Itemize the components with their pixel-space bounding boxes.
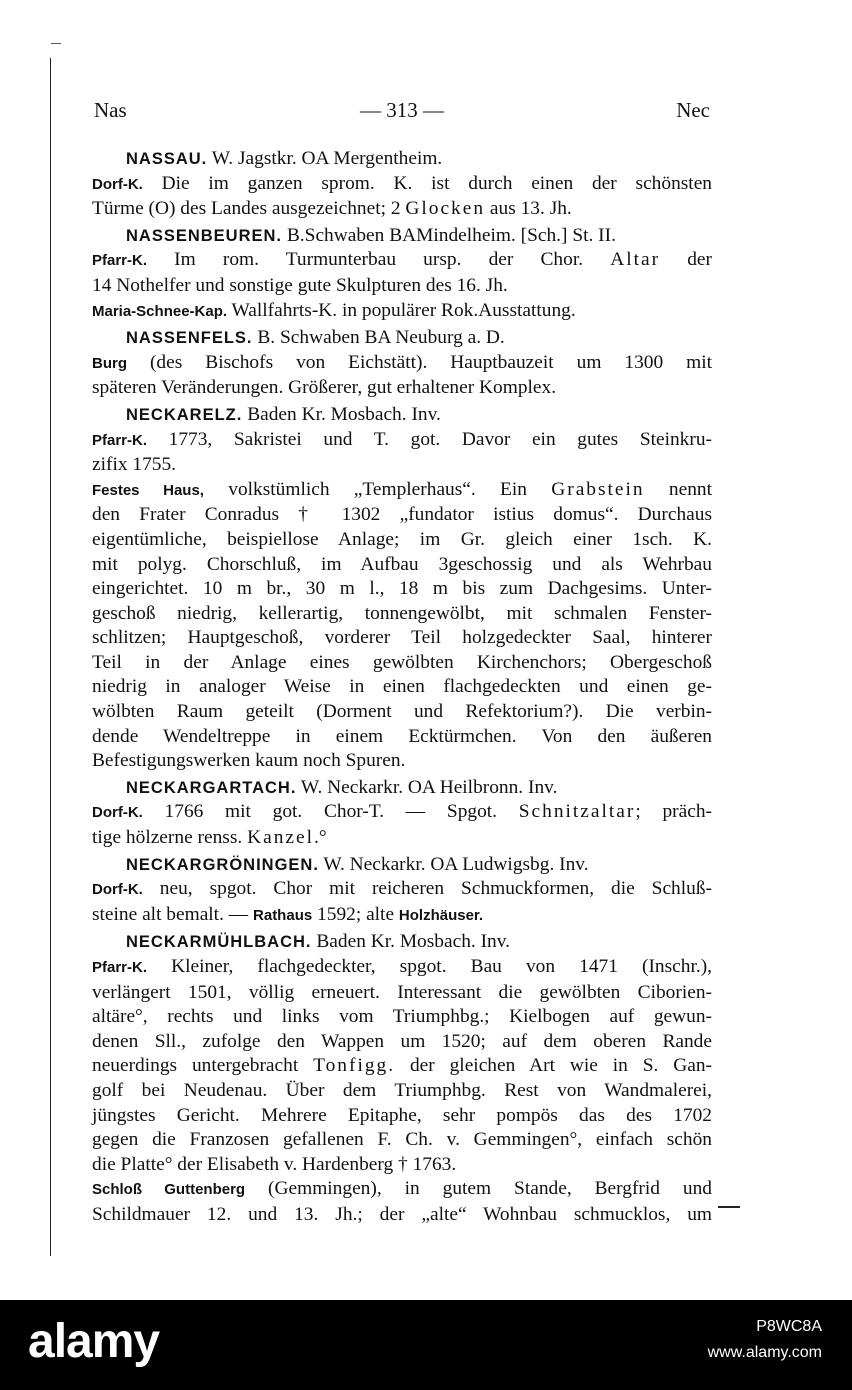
body-text: jüngstes Gericht. Mehrere Epitaphe, sehr pompös das des 1702 xyxy=(92,1104,712,1126)
place-name: NECKARMÜHLBACH. xyxy=(126,933,312,952)
building-label: Burg xyxy=(92,354,127,372)
text-line xyxy=(92,749,712,774)
gazetteer-entry xyxy=(92,930,712,1227)
entry-heading xyxy=(92,930,712,955)
text-line xyxy=(92,553,712,578)
place-location: Baden Kr. Mosbach. Inv. xyxy=(311,931,511,953)
text-line xyxy=(92,197,712,222)
page-number: — 313 — xyxy=(360,98,444,122)
building-label: Dorf-K. xyxy=(92,881,143,899)
header-left-catchword: Nas xyxy=(94,98,127,122)
body-text: 14 Nothelfer und sonstige gute Skulpturen des 16. Jh. xyxy=(92,274,508,296)
gazetteer-entry xyxy=(92,326,712,401)
spaced-term: Altar xyxy=(610,249,661,271)
entry-heading xyxy=(92,224,712,249)
margin-rule xyxy=(50,58,51,1256)
gazetteer-entry xyxy=(92,224,712,324)
place-name: NASSENFELS. xyxy=(126,329,253,348)
gazetteer-entry xyxy=(92,776,712,851)
entry-heading xyxy=(92,326,712,351)
building-label: Maria-Schnee-Kap. xyxy=(92,302,228,320)
body-text: dende Wendeltreppe in einem Ecktürmchen. Von den äußeren xyxy=(92,725,712,747)
body-text: Befestigungswerken kaum noch Spuren. xyxy=(92,750,406,772)
spaced-term: Schnitzaltar xyxy=(518,801,636,823)
margin-mark xyxy=(718,1206,740,1208)
text-line xyxy=(92,453,712,478)
text-line xyxy=(92,1030,712,1055)
text-line xyxy=(92,877,712,903)
building-label: Dorf-K. xyxy=(92,804,143,822)
spaced-term: Glocken xyxy=(405,198,486,220)
body-text: Wallfahrts-K. in populärer Rok.Ausstattung. xyxy=(227,299,576,321)
text-line xyxy=(92,725,712,750)
body-text: 1592; alte xyxy=(312,903,399,925)
body-text: .° xyxy=(313,827,327,849)
margin-tick xyxy=(51,43,61,44)
place-location: Baden Kr. Mosbach. Inv. xyxy=(242,403,441,425)
entry-heading xyxy=(92,853,712,878)
alamy-logo: alamy xyxy=(28,1315,160,1368)
text-line xyxy=(92,651,712,676)
building-label: Festes Haus, xyxy=(92,481,204,499)
body-text: schlitzen; Hauptgeschoß, vorderer Teil holzgedeckter Saal, hinterer xyxy=(92,627,712,649)
spaced-term: Tonfigg. xyxy=(313,1055,396,1077)
text-line xyxy=(92,248,712,274)
text-line xyxy=(92,503,712,528)
body-text: der gleichen Art wie in S. Gan- xyxy=(395,1055,712,1077)
body-text: neuerdings untergebracht xyxy=(92,1055,314,1077)
gazetteer-entry xyxy=(92,853,712,929)
text-line xyxy=(92,299,712,325)
place-name: NECKARELZ. xyxy=(126,405,243,424)
place-name: NECKARGRÖNINGEN. xyxy=(126,855,319,874)
body-text: verlängert 1501, völlig erneuert. Interessant die gewölbten Ciborien- xyxy=(92,981,712,1003)
text-line xyxy=(92,1128,712,1153)
text-line xyxy=(92,602,712,627)
gazetteer-entry xyxy=(92,403,712,774)
body-text: eingerichtet. 10 m br., 30 m l., 18 m bis zum Dachgesims. Unter- xyxy=(92,578,712,600)
gazetteer-entry xyxy=(92,147,712,222)
place-name: NECKARGARTACH. xyxy=(126,778,297,797)
body-text: Teil in der Anlage eines gewölbten Kirchenchors; Obergeschoß xyxy=(92,651,712,673)
text-line xyxy=(92,274,712,299)
place-location: W. Neckarkr. OA Heilbronn. Inv. xyxy=(296,776,558,798)
building-label: Schloß Guttenberg xyxy=(92,1181,246,1199)
place-location: B.Schwaben BAMindelheim. [Sch.] St. II. xyxy=(282,224,616,246)
header-right-catchword: Nec xyxy=(676,98,710,122)
watermark-url: www.alamy.com xyxy=(707,1344,822,1361)
gazetteer-text xyxy=(92,147,712,1228)
place-location: W. Jagstkr. OA Mergentheim. xyxy=(207,148,443,169)
text-line xyxy=(92,626,712,651)
body-text: denen Sll., zufolge den Wappen um 1520; auf dem oberen Rande xyxy=(92,1030,712,1052)
body-text: zifix 1755. xyxy=(92,454,177,476)
body-text: Kleiner, flachgedeckter, spgot. Bau von 1471 (Inschr.), xyxy=(147,956,712,977)
text-line xyxy=(92,1054,712,1079)
entry-heading xyxy=(92,403,712,428)
text-line xyxy=(92,478,712,504)
body-text: tige hölzerne renss. xyxy=(92,827,248,849)
place-location: B. Schwaben BA Neuburg a. D. xyxy=(252,327,505,349)
text-line xyxy=(92,800,712,826)
body-text: ; präch- xyxy=(635,801,712,823)
body-text: (Gemmingen), in gutem Stande, Bergfrid und xyxy=(245,1178,712,1200)
body-text: eigentümliche, beispiellose Anlage; im Gr. gleich einer 1sch. K. xyxy=(92,528,712,550)
body-text: der xyxy=(660,249,712,271)
building-label: Pfarr-K. xyxy=(92,252,148,270)
text-line xyxy=(92,1203,712,1228)
text-line xyxy=(92,700,712,725)
body-text: golf bei Neudenau. Über dem Triumphbg. Rest von Wandmalerei, xyxy=(92,1079,712,1101)
text-line xyxy=(92,955,712,981)
text-line xyxy=(92,1005,712,1030)
building-label: Dorf-K. xyxy=(92,175,143,193)
building-label: Holzhäuser. xyxy=(398,906,484,924)
building-label: Pfarr-K. xyxy=(92,431,148,449)
spaced-term: Kanzel xyxy=(247,827,314,849)
text-line xyxy=(92,376,712,401)
body-text: (des Bischofs von Eichstätt). Hauptbauzeit um 1300 mit xyxy=(127,351,712,373)
image-code: P8WC8A xyxy=(756,1318,822,1335)
body-text: späteren Veränderungen. Größerer, gut erhaltener Komplex. xyxy=(92,377,557,399)
body-text: Schildmauer 12. und 13. Jh.; der „alte“ Wohnbau schmucklos, um xyxy=(92,1203,712,1225)
text-line xyxy=(92,981,712,1006)
text-line xyxy=(92,675,712,700)
body-text: gegen die Franzosen gefallenen F. Ch. v. Gemmingen°, einfach schön xyxy=(92,1129,712,1151)
body-text: geschoß niedrig, kellerartig, tonnengewölbt, mit schmalen Fenster- xyxy=(92,602,712,624)
body-text: niedrig in analoger Weise in einen flachgedeckten und einen ge- xyxy=(92,676,712,698)
place-name: NASSAU. xyxy=(126,150,208,168)
body-text: neu, spgot. Chor mit reicheren Schmuckformen, die Schluß- xyxy=(142,878,712,900)
body-text: 1766 mit got. Chor-T. — Spgot. xyxy=(142,801,519,823)
body-text: mit polyg. Chorschluß, im Aufbau 3geschossig und als Wehrbau xyxy=(92,553,712,575)
body-text: altäre°, rechts und links vom Triumphbg.; Kielbogen auf gewun- xyxy=(92,1006,712,1028)
body-text: Die im ganzen sprom. K. ist durch einen der schönsten xyxy=(142,172,712,194)
body-text: 1773, Sakristei und T. got. Davor ein gutes Steinkru- xyxy=(147,428,712,450)
text-line xyxy=(92,826,712,851)
text-line xyxy=(92,1177,712,1203)
entry-heading xyxy=(92,147,712,172)
text-line xyxy=(92,1079,712,1104)
building-label: Rathaus xyxy=(253,906,313,924)
text-line xyxy=(92,351,712,377)
building-label: Pfarr-K. xyxy=(92,959,148,976)
text-line xyxy=(92,528,712,553)
body-text: den Frater Conradus † 1302 „fundator istius domus“. Durchaus xyxy=(92,504,712,526)
entry-heading xyxy=(92,776,712,801)
text-line xyxy=(92,1104,712,1129)
body-text: wölbten Raum geteilt (Dorment und Refektorium?). Die verbin- xyxy=(92,701,712,723)
text-line xyxy=(92,577,712,602)
text-line xyxy=(92,172,712,198)
body-text: Türme (O) des Landes ausgezeichnet; 2 xyxy=(92,198,406,220)
place-name: NASSENBEUREN. xyxy=(126,226,283,245)
text-line xyxy=(92,1153,712,1178)
text-line xyxy=(92,903,712,929)
place-location: W. Neckarkr. OA Ludwigsbg. Inv. xyxy=(318,853,589,875)
body-text: aus 13. Jh. xyxy=(485,198,572,220)
body-text: die Platte° der Elisabeth v. Hardenberg † 1763. xyxy=(92,1153,457,1175)
body-text: volkstümlich „Templerhaus“. Ein xyxy=(203,478,552,500)
text-line xyxy=(92,428,712,454)
body-text: steine alt bemalt. — xyxy=(92,903,254,925)
body-text: Im rom. Turmunterbau ursp. der Chor. xyxy=(147,249,611,271)
spaced-term: Grabstein xyxy=(551,478,645,500)
running-header xyxy=(94,98,710,128)
body-text: nennt xyxy=(644,478,712,500)
